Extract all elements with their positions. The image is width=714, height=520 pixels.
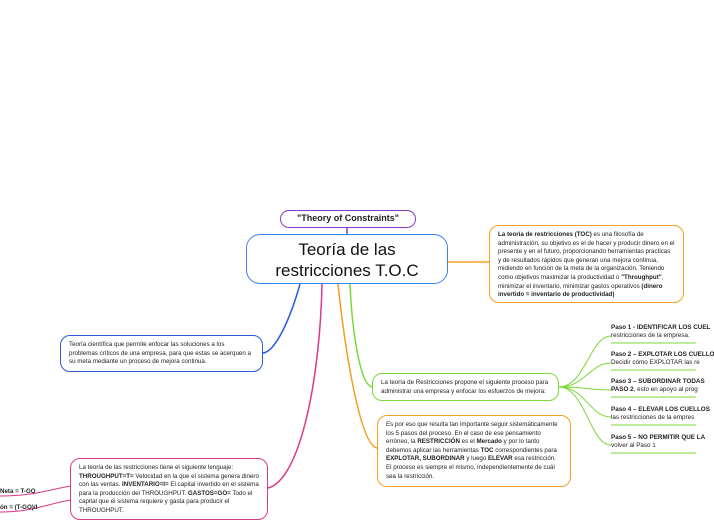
- toc-bold-1: La teoría de restricciones (TOC): [498, 231, 592, 238]
- central-topic[interactable]: [246, 234, 448, 284]
- paso-2-node[interactable]: [611, 351, 714, 368]
- paso-3-node[interactable]: [611, 378, 705, 395]
- toc-text-2: , minimizar el inventario, minimizar gastos operativos: [498, 273, 664, 290]
- pill-label: "Theory of Constraints": [296, 213, 400, 223]
- scientific-theory-node[interactable]: [60, 335, 263, 372]
- paso-4-title: Paso 4 – ELEVAR LOS CUELLOS: [611, 406, 710, 413]
- cinco-bold-5: ELEVAR: [488, 455, 513, 463]
- paso-4-node[interactable]: [611, 406, 710, 423]
- toc-bold-2: "Throughput": [621, 273, 662, 281]
- central-title-line2: restricciones T.O.C: [275, 261, 419, 280]
- paso-5-desc: volver al Paso 1: [611, 442, 656, 450]
- link-paso-1: [559, 336, 611, 387]
- paso-3-title: Paso 3 – SUBORDINAR TODAS: [611, 378, 705, 385]
- process-proposal-node[interactable]: [372, 373, 559, 401]
- sci-text: Teoría científica que permite enfocar las soluciones a los problemas críticos de una empresa, para que estas se acerquen a su meta mediante un proceso de mejora continua.: [69, 341, 251, 366]
- leng-bold-3: GASTOS=GO=: [187, 489, 231, 497]
- link-paso-2: [559, 363, 611, 387]
- leng-text-2: Velocidad en la que el sistema genera dinero con las ventas.: [79, 472, 259, 489]
- cinco-text-4: correspondientes para: [493, 446, 557, 454]
- left-text-neta[interactable]: Neta = T-GO: [0, 488, 36, 495]
- theory-of-constraints-pill[interactable]: [280, 210, 416, 228]
- leng-text-4: Todo el capital que el sistema requiere y gasta para producir el THROUGHPUT.: [79, 489, 253, 514]
- paso-1-desc: restricciones de la empresa.: [611, 332, 690, 340]
- paso-3-desc: , esto en apoyo al prog: [633, 386, 698, 394]
- cinco-bold-4: EXPLOTAR, SUBORDINAR: [386, 455, 465, 463]
- paso-5-node[interactable]: [611, 434, 705, 451]
- link-sci: [263, 284, 300, 353]
- cinco-text-5: y luego: [464, 455, 488, 463]
- leng-text-1: La teoría de las restricciones tiene el siguiente lenguaje:: [79, 464, 234, 471]
- paso-1-title: Paso 1 - IDENTIFICAR LOS CUEL: [611, 324, 711, 331]
- paso-5-title: Paso 5 – NO PERMITIR QUE LA: [611, 434, 706, 441]
- cinco-text-6: esa restricción. El proceso es siempre el mismo, independientemente de cuál sea la restricción.: [386, 455, 556, 480]
- leng-bold-2: INVENTARIO=I=: [122, 481, 169, 489]
- left-text-rendimiento[interactable]: ón = (T-GO)/I: [0, 504, 38, 511]
- language-node[interactable]: [70, 458, 268, 520]
- link-cinco: [338, 284, 377, 448]
- link-leng: [268, 284, 322, 488]
- leng-bold-1: THROUGHPUT=T=: [79, 472, 134, 480]
- central-title-line1: Teoría de las: [298, 240, 396, 259]
- cinco-bold-3: TOC: [480, 446, 494, 454]
- paso-4-desc: las restricciones de la empres: [611, 414, 695, 422]
- paso-2-desc: Decidir cómo EXPLOTAR las re: [611, 359, 700, 367]
- five-steps-node[interactable]: [377, 415, 571, 487]
- paso-2-title: Paso 2 – EXPLOTAR LOS CUELLO: [611, 351, 714, 358]
- cinco-bold-1: RESTRICCIÓN: [417, 438, 460, 446]
- toc-text-1: es una filosofía de administración, su objetivo es el de hacer y producir dinero en el presente y en el futuro, proporcionando herramientas practicas y de resultados rápidos que generan una mejora continua, midiendo en función de la meta de la organización. Teniendo como objetivos maximizar la productividad o: [498, 231, 675, 281]
- toc-definition-node[interactable]: [489, 225, 684, 303]
- leng-text-3: El capital invertido en el sistema para la producción del THROUGHPUT.: [79, 481, 259, 497]
- link-prop: [350, 284, 372, 387]
- paso-1-node[interactable]: [611, 324, 710, 341]
- cinco-text-2: es el: [459, 438, 477, 446]
- cinco-bold-2: Mercado: [476, 438, 502, 446]
- prop-text: La teoría de Restricciones propone el siguiente proceso para administrar una empresa y enfocar los esfuerzos de mejora:: [381, 379, 549, 395]
- toc-bold-3: (dinero invertido = inventario de productividad): [498, 282, 663, 299]
- cinco-text-1: Es por eso que resulta tan importante seguir sistemáticamente los 5 pasos del proceso. En el caso de ese pensamiento erróneo, la: [386, 421, 558, 446]
- paso-3-desc-bold: PASO 2: [611, 386, 634, 394]
- cinco-text-3: y por lo tanto debemos aplicar las herramientas: [386, 438, 540, 454]
